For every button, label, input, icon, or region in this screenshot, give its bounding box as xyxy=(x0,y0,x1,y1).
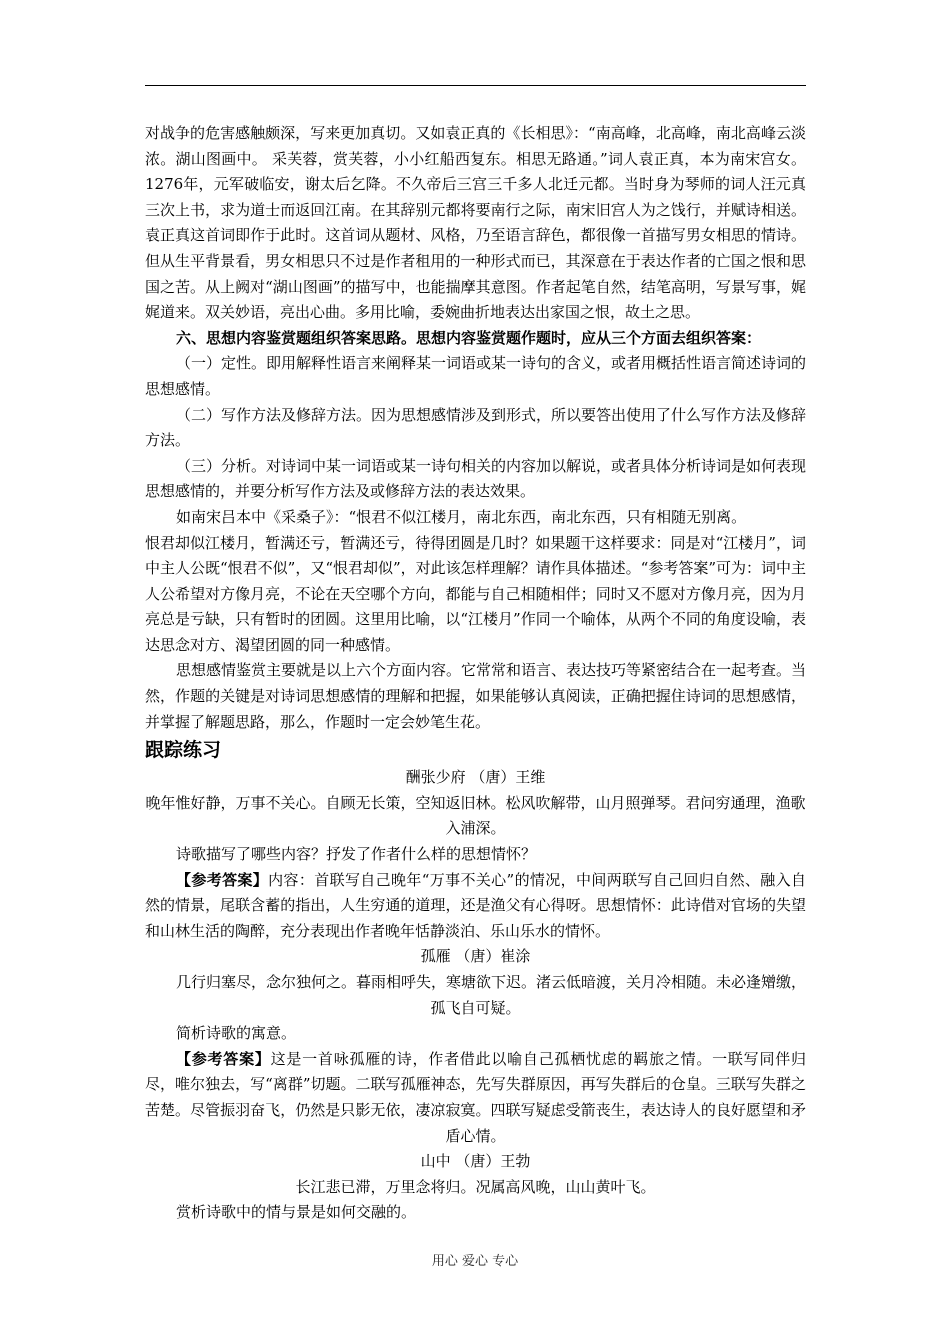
poem2-answer xyxy=(145,1047,806,1149)
poem1-question: 诗歌描写了哪些内容？抒发了作者什么样的思想情怀？ xyxy=(176,845,537,864)
poem2-text: 几行归塞尽，念尔独何之。暮雨相呼失，寒塘欲下迟。渚云低暗渡，关月冷相随。未必逢矰缴，孤飞自可疑。 xyxy=(176,973,807,1017)
answer-text: 这是一首咏孤雁的诗，作者借此以喻自己孤栖忧虑的羁旅之情。一联写同伴归尽，唯尔独去，写“离群”切题。二联写孤雁神态，先写失群原因，再写失群后的仓皇。三联写失群之苦楚。尽管振羽奋飞，仍然是只影无依，凄凉寂寞。四联写疑虑受箭丧生，表达诗人的良好愿望和矛盾心情。 xyxy=(145,1049,806,1145)
list-item-1: （一）定性。即用解释性语言来阐释某一词语或某一诗句的含义，或者用概括性语言简述诗词的思想感情。 xyxy=(145,354,807,398)
answer-text: 内容：首联写自己晚年“万事不关心”的情况，中间两联写自己回归自然、融入自然的情景，尾联含蓄的指出，人生穷通的道理，还是渔父有心得呀。思想情怀：此诗借对官场的失望和山林生活的陶醉，充分表现出作者晚年恬静淡泊、乐山乐水的情怀。 xyxy=(145,870,806,940)
poem3-question: 赏析诗歌中的情与景是如何交融的。 xyxy=(176,1203,417,1222)
section-heading-6: 六、思想内容鉴赏题组织答案思路。思想内容鉴赏题作题时，应从三个方面去组织答案： xyxy=(176,328,762,347)
example-line: 如南宋吕本中《采桑子》：“恨君不似江楼月，南北东西，南北东西，只有相随无别离。 xyxy=(176,507,747,526)
poem1-title: 酬张少府 （唐）王维 xyxy=(405,768,546,787)
example-body: 恨君却似江楼月，暂满还亏，暂满还亏，待得团圆是几时？如果题干这样要求：同是对“江楼月”，词中主人公既“恨君不似”，又“恨君却似”，对此该怎样理解？请作具体描述。“参考答案”可为：词中主人公希望对方像月亮，不论在天空哪个方向，都能与自己相随相伴；同时又不愿对方像月亮，因为月亮总是亏缺，只有暂时的团圆。这里用比喻，以“江楼月”作同一个喻体，从两个不同的角度设喻，表达思念对方、渴望团圆的同一种感情。 xyxy=(145,533,807,654)
poem1-answer xyxy=(145,868,806,945)
summary-paragraph: 思想感情鉴赏主要就是以上六个方面内容。它常常和语言、表达技巧等紧密结合在一起考查。当然，作题的关键是对诗词思想感情的理解和把握，如果能够认真阅读，正确把握住诗词的思想感情，并掌握了解题思路，那么，作题时一定会妙笔生花。 xyxy=(145,661,807,731)
poem3-text: 长江悲已滞，万里念将归。况属高风晚，山山黄叶飞。 xyxy=(295,1177,656,1196)
paragraph-intro: 对战争的危害感触颇深，写来更加真切。又如袁正真的《长相思》：“南高峰，北高峰，南北高峰云淡浓。湖山图画中。 采芙蓉，赏芙蓉，小小红船西复东。相思无路通。”词人袁正真，本为南宋宫女。1276年，元军破临安，谢太后乞降。不久帝后三宫三千多人北迁元都。当时身为琴师的词人汪元真三次上书，求为道士而返回江南。在其辞别元都将要南行之际，南宋旧宫人为之饯行，并赋诗相送。袁正真这首词即作于此时。这首词从题材、风格，乃至语言辞色，都很像一首描写男女相思的情诗。但从生平背景看，男女相思只不过是作者租用的一种形式而已，其深意在于表达作者的亡国之恨和思国之苦。从上阙对“湖山图画”的描写中，也能揣摩其意图。作者起笔自然，结笔高明，写景写事，娓娓道来。双关妙语，亮出心曲。多用比喻，委婉曲折地表达出家国之恨，故土之思。 xyxy=(145,124,806,322)
answer-label: 【参考答案】 xyxy=(176,870,269,889)
answer-label: 【参考答案】 xyxy=(176,1049,271,1068)
poem2-question: 简析诗歌的寓意。 xyxy=(176,1024,297,1043)
poem1-text: 晚年惟好静，万事不关心。自顾无长策，空知返旧林。松风吹解带，山月照弹琴。君问穷通理，渔歌入浦深。 xyxy=(145,793,806,838)
list-item-3: （三）分析。对诗词中某一词语或某一诗句相关的内容加以解说，或者具体分析诗词是如何表现思想感情的，并要分析写作方法及或修辞方法的表达效果。 xyxy=(145,456,807,501)
poem3-title: 山中 （唐）王勃 xyxy=(420,1152,531,1171)
practice-heading: 跟踪练习 xyxy=(145,739,222,762)
page-footer: 用心 爱心 专心 xyxy=(431,1254,519,1269)
poem2-title: 孤雁 （唐）崔涂 xyxy=(420,947,531,966)
page-body xyxy=(145,121,806,1226)
header-rule xyxy=(145,85,806,86)
list-item-2: （二）写作方法及修辞方法。因为思想感情涉及到形式，所以要答出使用了什么写作方法及修辞方法。 xyxy=(145,405,807,450)
